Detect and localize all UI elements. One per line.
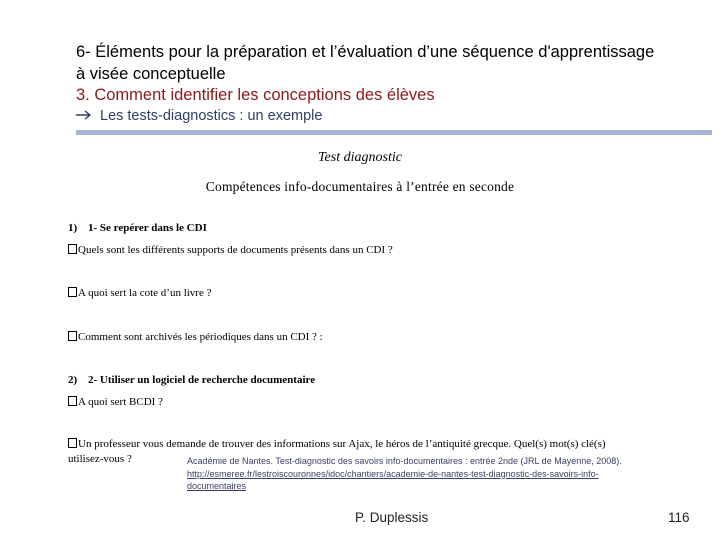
arrow-line-text: Les tests-diagnostics : un exemple bbox=[100, 108, 323, 124]
question-text: A quoi sert BCDI ? bbox=[78, 396, 163, 408]
question-item bbox=[68, 286, 212, 300]
question-text: Comment sont archivés les périodiques dans un CDI ? : bbox=[78, 331, 323, 343]
slide-title bbox=[76, 41, 654, 85]
question-text: Quels sont les différents supports de documents présents dans un CDI ? bbox=[78, 244, 393, 256]
checkbox-icon bbox=[68, 396, 77, 406]
section-number: 1) bbox=[68, 222, 78, 234]
question-continuation: utilisez-vous ? bbox=[68, 453, 132, 465]
section-heading-2 bbox=[68, 373, 315, 387]
checkbox-icon bbox=[68, 331, 77, 341]
slide-title-line1: 6- Éléments pour la préparation et l’évaluation d’une séquence d'apprentissage bbox=[76, 43, 655, 61]
header-separator bbox=[76, 130, 712, 135]
citation-text: Académie de Nantes. Test-diagnostic des savoirs info-documentaires : entrée 2nde (JRL de Mayenne, 2008). bbox=[187, 456, 622, 466]
section-number: 2) bbox=[68, 374, 78, 386]
checkbox-icon bbox=[68, 438, 77, 448]
question-text: A quoi sert la cote d’un livre ? bbox=[78, 287, 212, 299]
document-title: Test diagnostic bbox=[318, 150, 402, 165]
page-number: 116 bbox=[668, 510, 690, 525]
slide-arrow-line bbox=[76, 106, 322, 126]
checkbox-icon bbox=[68, 287, 77, 297]
source-citation bbox=[187, 455, 657, 493]
question-item bbox=[68, 243, 393, 257]
question-text: Un professeur vous demande de trouver des informations sur Ajax, le héros de l’antiquité grecque. Quel(s) mot(s) clé(s) bbox=[78, 438, 606, 450]
section-heading-1 bbox=[68, 221, 207, 235]
document-subtitle: Compétences info-documentaires à l’entrée en seconde bbox=[205, 179, 515, 194]
section-heading-text: 1- Se repérer dans le CDI bbox=[88, 222, 207, 234]
arrow-right-icon bbox=[76, 106, 92, 126]
question-item bbox=[68, 330, 323, 344]
question-item bbox=[68, 395, 163, 409]
slide-title-line2: à visée conceptuelle bbox=[76, 65, 226, 83]
question-item bbox=[68, 437, 606, 451]
checkbox-icon bbox=[68, 244, 77, 254]
citation-link[interactable]: http://esmeree.fr/lestroiscouronnes/idoc/chantiers/academie-de-nantes-test-diagnostic-des-savoirs-info-documentaires bbox=[187, 468, 599, 491]
slide-subheading: 3. Comment identifier les conceptions des élèves bbox=[76, 86, 435, 104]
section-heading-text: 2- Utiliser un logiciel de recherche documentaire bbox=[88, 374, 316, 386]
footer-author: P. Duplessis bbox=[355, 510, 429, 525]
